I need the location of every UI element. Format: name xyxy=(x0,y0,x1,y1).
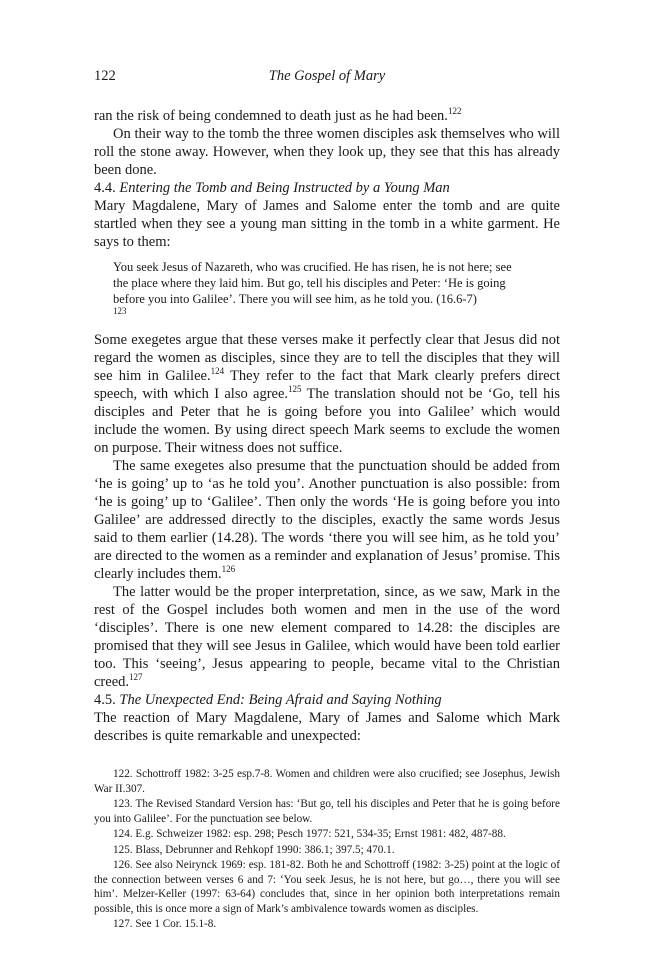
footnote-ref: 124 xyxy=(210,366,225,377)
section-heading: 4.4. Entering the Tomb and Being Instructed by a Young Man xyxy=(94,180,450,196)
footnote: 122. Schottroff 1982: 3-25 esp.7-8. Women and children were also crucified; see Josephus, Jewish War II.307. xyxy=(94,768,560,795)
footnote: 127. See 1 Cor. 15.1-8. xyxy=(113,918,217,930)
book-page xyxy=(94,68,560,933)
block-quote: You seek Jesus of Nazareth, who was crucified. He has risen, he is not here; see the place where they laid him. But go, tell his disciples and Peter: ‘He is going before you into Galilee’. There you will see him, as he told you. (16.6-7) $^{123}$ xyxy=(113,260,512,316)
page-number: 122 xyxy=(94,68,116,84)
running-header xyxy=(94,68,560,90)
footnote: 126. See also Neirynck 1969: esp. 181-82. Both he and Schottroff (1982: 3-25) point at the logic of the connection between verses 6 and 7: ‘You seek Jesus, he is not here, but go…, there you will see him’. Melzer-Keller (1997: 63-64) concludes that, since in her opinion both interpretations remain possible, this is once more a sign of Mark’s ambivalence towards women as disciples. xyxy=(94,859,560,915)
running-title: The Gospel of Mary xyxy=(268,68,386,84)
footnote-ref: 127 xyxy=(129,672,143,683)
paragraph: Mary Magdalene, Mary of James and Salome enter the tomb and are quite startled when they see a young man sitting in the tomb in a white garment. He says to them: xyxy=(94,198,560,250)
footnote: 124. E.g. Schweizer 1982: esp. 298; Pesch 1977: 521, 534-35; Ernst 1981: 482, 487-88. xyxy=(113,828,506,840)
section-heading: 4.5. The Unexpected End: Being Afraid and Saying Nothing xyxy=(94,692,442,708)
paragraph: The latter would be the proper interpretation, since, as we saw, Mark in the rest of the Gospel includes both women and men in the use of the word ‘disciples’. There is one new element compared to 14.28: the disciples are promised that they will see Jesus in Galilee, which would have been told earlier too. This ‘seeing’, Jesus appearing to people, became vital to the Christian creed.$^{127}$ xyxy=(94,584,560,690)
footnote-ref: 126 xyxy=(221,564,236,575)
footnote-ref: 122 xyxy=(447,106,462,117)
footnotes xyxy=(94,767,560,932)
footnote-ref: 125 xyxy=(288,384,302,395)
paragraph: ran the risk of being condemned to death just as he had been.$^{122}$ xyxy=(94,106,462,124)
footnote-ref: 123 xyxy=(113,305,127,316)
body-text xyxy=(94,107,560,745)
footnote: 123. The Revised Standard Version has: ‘But go, tell his disciples and Peter that he is going before you into Galilee’. For the punctuation see below. xyxy=(94,798,560,825)
paragraph: The reaction of Mary Magdalene, Mary of James and Salome which Mark describes is quite remarkable and unexpected: xyxy=(94,710,560,744)
paragraph: Some exegetes argue that these verses make it perfectly clear that Jesus did not regard the women as disciples, since they are to tell the disciples that they will see him in Galilee.$^{124}$ They refer to the fact that Mark clearly prefers direct speech, with which I also agree.$^{125}$ The translation should not be ‘Go, tell his disciples and Peter that he is going before you into Galilee’ which would include the women. By using direct speech Mark seems to exclude the women on purpose. Their witness does not suffice. xyxy=(94,332,560,456)
paragraph: The same exegetes also presume that the punctuation should be added from ‘he is going’ up to ‘as he told you’. Another punctuation is also possible: from ‘he is going’ up to ‘Galilee’. Then only the words ‘He is going before you into Galilee’ are addressed directly to the disciples, exactly the same words Jesus said to them earlier (14.28). The words ‘there you will see him, as he told you’ are directed to the women as a reminder and explanation of Jesus’ promise. This clearly includes them.$^{126}$ xyxy=(94,458,560,582)
paragraph: On their way to the tomb the three women disciples ask themselves who will roll the stone away. However, when they look up, they see that this has already been done. xyxy=(94,126,560,178)
footnote: 125. Blass, Debrunner and Rehkopf 1990: 386.1; 397.5; 470.1. xyxy=(113,843,395,856)
